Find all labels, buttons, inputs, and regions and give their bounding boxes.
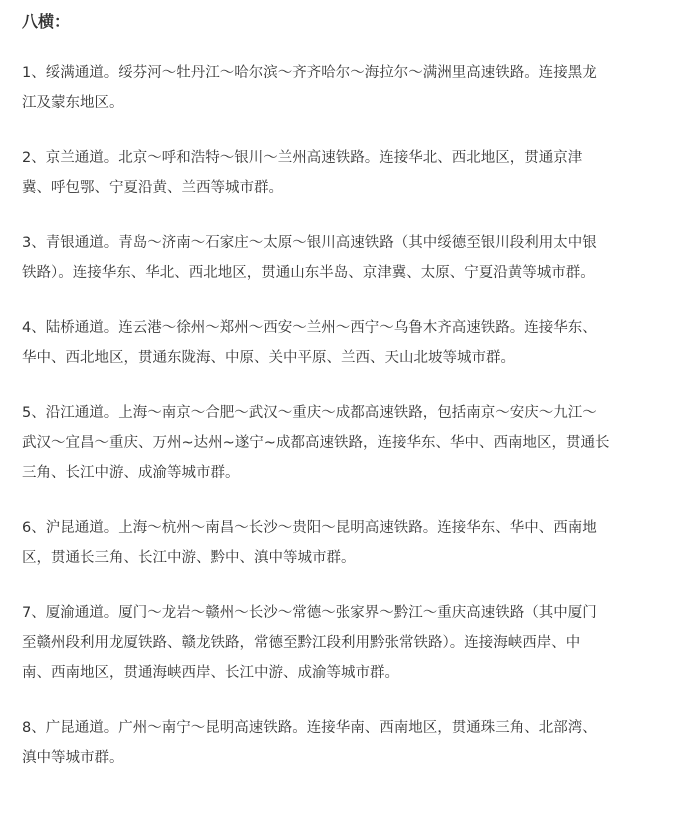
- text-line: 南、西南地区，贯通海峡西岸、长江中游、成渝等城市群。: [22, 665, 399, 681]
- text-line: 华中、西北地区，贯通东陇海、中原、关中平原、兰西、天山北坡等城市群。: [22, 350, 515, 366]
- corridor-item-2: [22, 143, 662, 203]
- text-line: 武汉～宜昌～重庆、万州~达州~遂宁~成都高速铁路，连接华东、华中、西南地区，贯通长: [22, 435, 610, 451]
- corridor-item-5: [22, 398, 662, 488]
- text-line: 滇中等城市群。: [22, 750, 124, 766]
- corridor-item-6: [22, 513, 662, 573]
- text-line: 铁路）。连接华东、华北、西北地区，贯通山东半岛、京津冀、太原、宁夏沿黄等城市群。: [22, 265, 595, 281]
- section-heading: 八横：: [22, 12, 71, 31]
- text-line: 三角、长江中游、成渝等城市群。: [22, 465, 240, 481]
- text-line: 1、绥满通道。绥芬河～牡丹江～哈尔滨～齐齐哈尔～海拉尔～满洲里高速铁路。连接黑龙: [22, 65, 597, 81]
- corridor-item-3: [22, 228, 662, 288]
- text-line: 8、广昆通道。广州～南宁～昆明高速铁路。连接华南、西南地区，贯通珠三角、北部湾、: [22, 720, 597, 736]
- text-line: 5、沿江通道。上海～南京～合肥～武汉～重庆～成都高速铁路，包括南京～安庆～九江～: [22, 405, 597, 421]
- text-line: 冀、呼包鄂、宁夏沿黄、兰西等城市群。: [22, 180, 283, 196]
- text-line: 2、京兰通道。北京～呼和浩特～银川～兰州高速铁路。连接华北、西北地区，贯通京津: [22, 150, 583, 166]
- text-line: 3、青银通道。青岛～济南～石家庄～太原～银川高速铁路（其中绥德至银川段利用太中银: [22, 235, 597, 251]
- text-line: 江及蒙东地区。: [22, 95, 124, 111]
- corridor-item-7: [22, 598, 662, 688]
- text-line: 6、沪昆通道。上海～杭州～南昌～长沙～贵阳～昆明高速铁路。连接华东、华中、西南地: [22, 520, 597, 536]
- corridor-item-1: [22, 58, 662, 118]
- text-line: 4、陆桥通道。连云港～徐州～郑州～西安～兰州～西宁～乌鲁木齐高速铁路。连接华东、: [22, 320, 597, 336]
- text-line: 至赣州段利用龙厦铁路、赣龙铁路，常德至黔江段利用黔张常铁路）。连接海峡西岸、中: [22, 635, 581, 651]
- text-line: 7、厦渝通道。厦门～龙岩～赣州～长沙～常德～张家界～黔江～重庆高速铁路（其中厦门: [22, 605, 597, 621]
- text-line: 区，贯通长三角、长江中游、黔中、滇中等城市群。: [22, 550, 356, 566]
- corridor-item-8: [22, 713, 662, 773]
- corridor-item-4: [22, 313, 662, 373]
